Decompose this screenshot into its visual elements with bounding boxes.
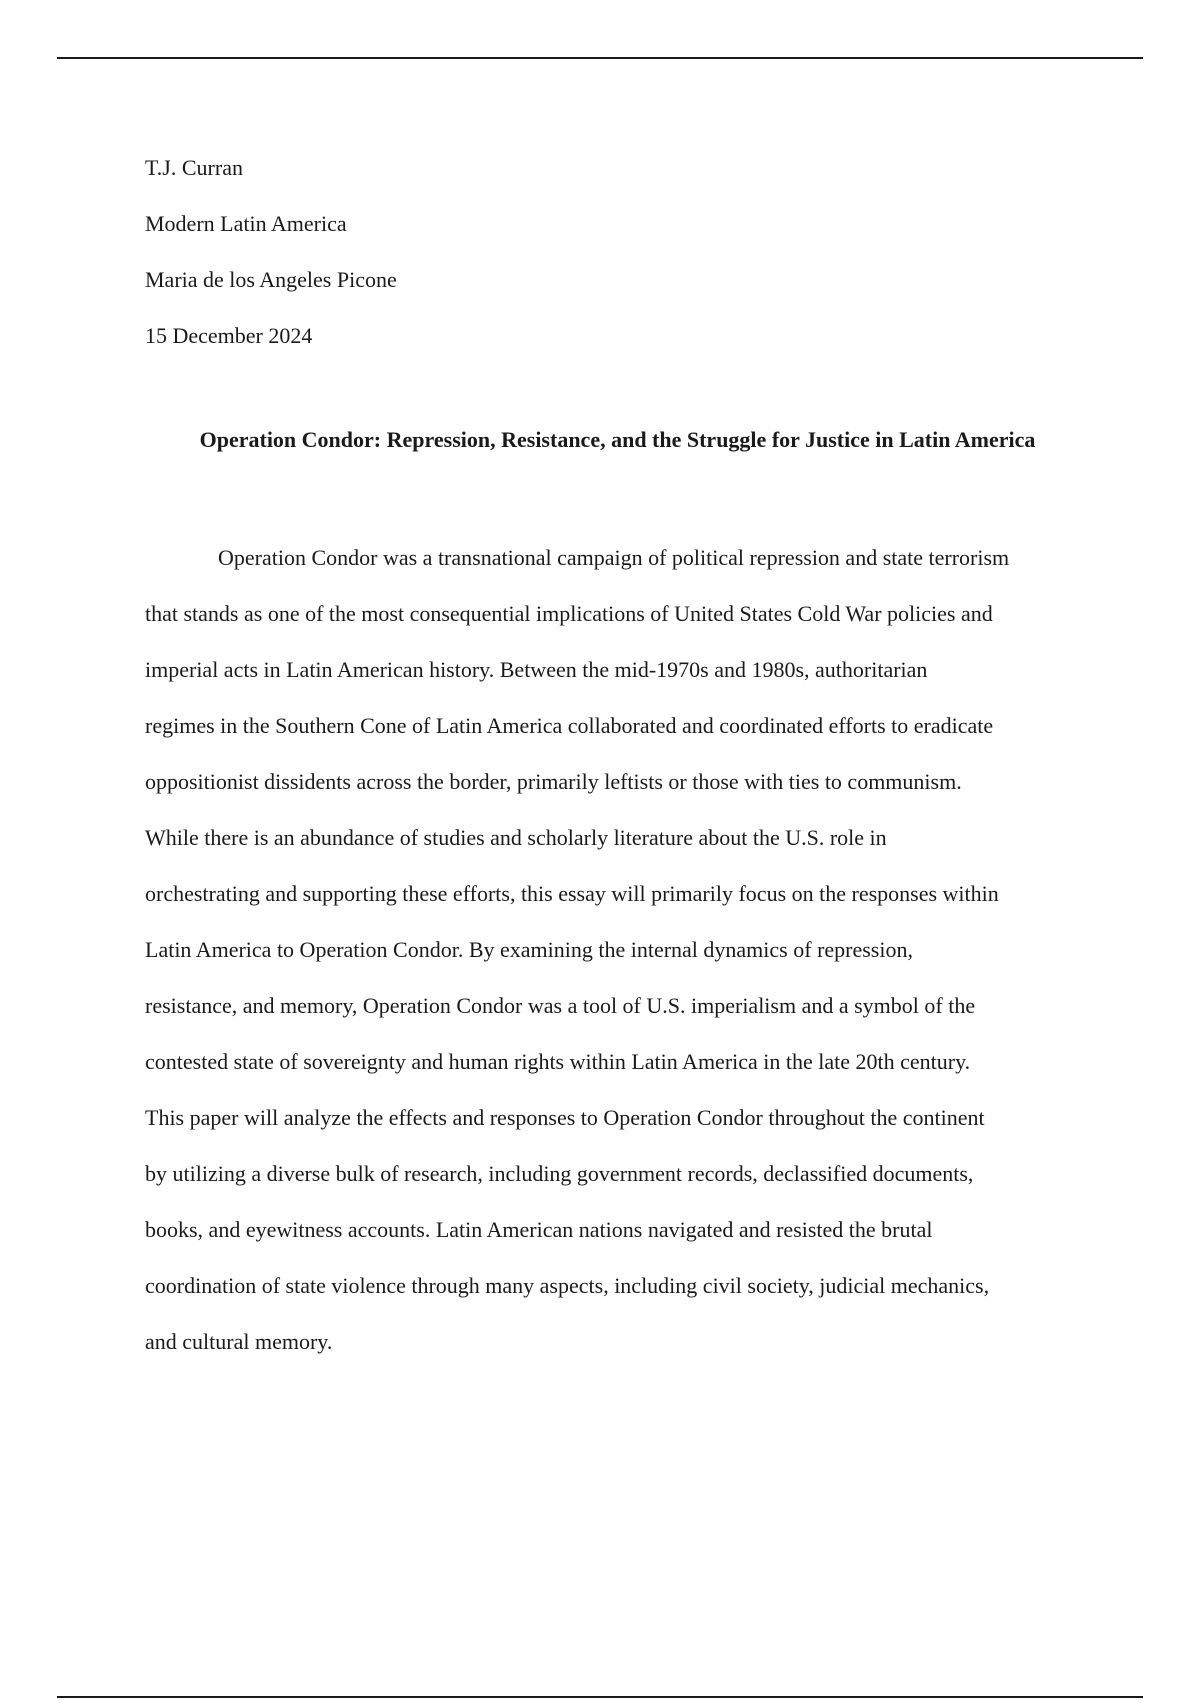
paragraph-line: Latin America to Operation Condor. By examining the internal dynamics of repression, — [145, 937, 913, 962]
document-header — [145, 140, 1085, 364]
paragraph-line: by utilizing a diverse bulk of research, including government records, declassified documents, — [145, 1161, 974, 1186]
paragraph-line: resistance, and memory, Operation Condor was a tool of U.S. imperialism and a symbol of the — [145, 993, 976, 1018]
course-name: Modern Latin America — [145, 211, 347, 236]
paragraph-line: While there is an abundance of studies and scholarly literature about the U.S. role in — [145, 825, 887, 850]
page-top-rule — [57, 57, 1143, 59]
essay-paragraph — [145, 530, 1090, 1370]
paragraph-line: coordination of state violence through many aspects, including civil society, judicial mechanics, — [145, 1273, 990, 1298]
document-date: 15 December 2024 — [145, 323, 313, 348]
paragraph-line: regimes in the Southern Cone of Latin America collaborated and coordinated efforts to eradicate — [145, 713, 994, 738]
paragraph-line: imperial acts in Latin American history. Between the mid-1970s and 1980s, authoritarian — [145, 657, 928, 682]
instructor-name: Maria de los Angeles Picone — [145, 267, 397, 292]
document-title: Operation Condor: Repression, Resistance, and the Struggle for Justice in Latin America — [199, 427, 1036, 452]
paragraph-line: contested state of sovereignty and human rights within Latin America in the late 20th century. — [145, 1049, 971, 1074]
paragraph-line: Operation Condor was a transnational campaign of political repression and state terrorism — [218, 545, 1010, 570]
paragraph-line: and cultural memory. — [145, 1329, 333, 1354]
author-name: T.J. Curran — [145, 155, 243, 180]
paragraph-line: that stands as one of the most consequential implications of United States Cold War policies and — [145, 601, 993, 626]
paragraph-line: oppositionist dissidents across the border, primarily leftists or those with ties to communism. — [145, 769, 962, 794]
page-bottom-rule — [57, 1696, 1143, 1698]
paragraph-line: This paper will analyze the effects and responses to Operation Condor throughout the continent — [145, 1105, 985, 1130]
paragraph-line: orchestrating and supporting these efforts, this essay will primarily focus on the responses within — [145, 881, 999, 906]
paragraph-line: books, and eyewitness accounts. Latin American nations navigated and resisted the brutal — [145, 1217, 933, 1242]
